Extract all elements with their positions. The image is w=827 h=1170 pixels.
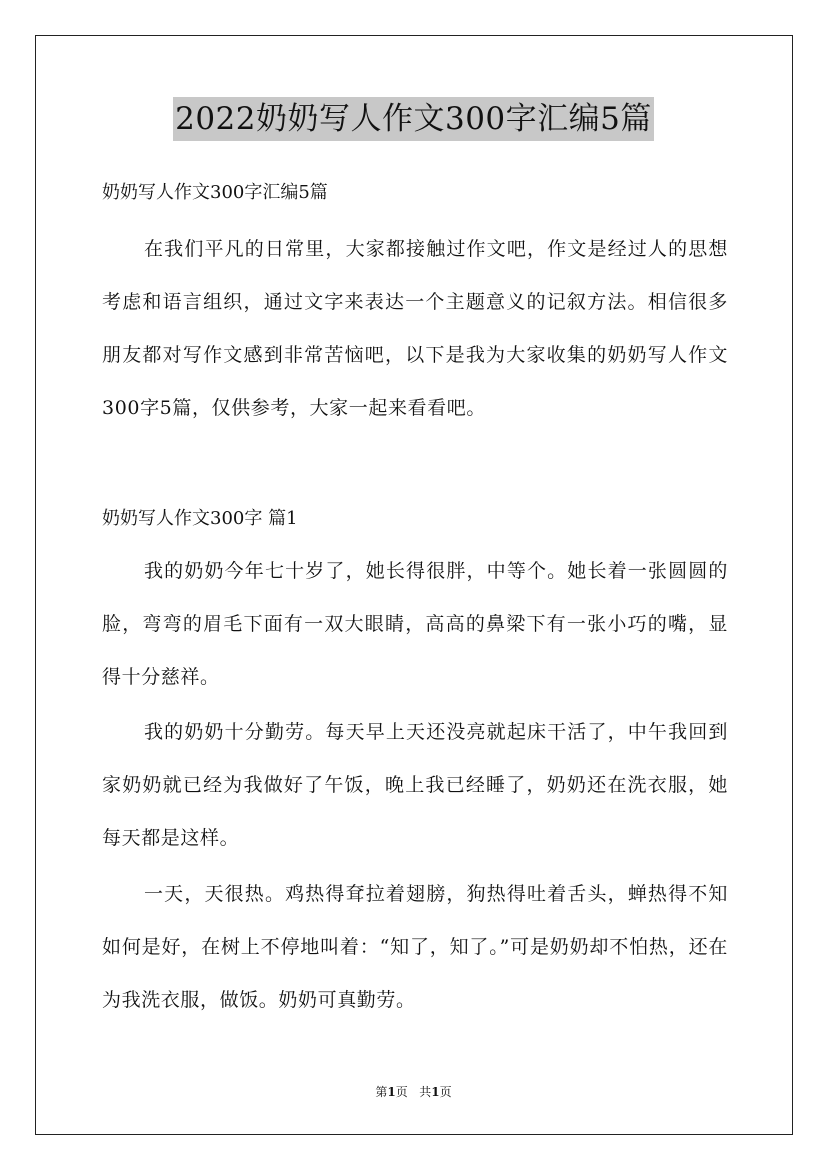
total-pages: 1 xyxy=(431,1085,440,1099)
total-prefix: 共 xyxy=(419,1085,432,1099)
page-suffix: 页 xyxy=(395,1085,408,1099)
body-paragraph: 一天，天很热。鸡热得耷拉着翅膀，狗热得吐着舌头，蝉热得不知如何是好，在树上不停地叫着：“知了，知了。”可是奶奶却不怕热，还在为我洗衣服，做饭。奶奶可真勤劳。 xyxy=(102,883,728,1011)
document-subtitle: 奶奶写人作文300字汇编5篇 xyxy=(102,182,328,203)
body-paragraph: 我的奶奶今年七十岁了，她长得很胖，中等个。她长着一张圆圆的脸，弯弯的眉毛下面有一双大眼睛，高高的鼻梁下有一张小巧的嘴，显得十分慈祥。 xyxy=(102,560,728,688)
document-title: 2022奶奶写人作文300字汇编5篇 xyxy=(173,97,654,141)
intro-paragraph: 在我们平凡的日常里，大家都接触过作文吧，作文是经过人的思想考虑和语言组织，通过文字来表达一个主题意义的记叙方法。相信很多朋友都对写作文感到非常苦恼吧，以下是我为大家收集的奶奶写人作文300字5篇，仅供参考，大家一起来看看吧。 xyxy=(102,238,728,419)
page-footer xyxy=(0,1083,827,1101)
page-prefix: 第 xyxy=(375,1085,388,1099)
body-paragraph: 我的奶奶十分勤劳。每天早上天还没亮就起床干活了，中午我回到家奶奶就已经为我做好了午饭，晚上我已经睡了，奶奶还在洗衣服，她每天都是这样。 xyxy=(102,721,728,849)
page-number: 1 xyxy=(387,1085,396,1099)
title-container xyxy=(0,97,827,141)
section-heading: 奶奶写人作文300字 篇1 xyxy=(102,508,298,529)
total-suffix: 页 xyxy=(439,1085,452,1099)
